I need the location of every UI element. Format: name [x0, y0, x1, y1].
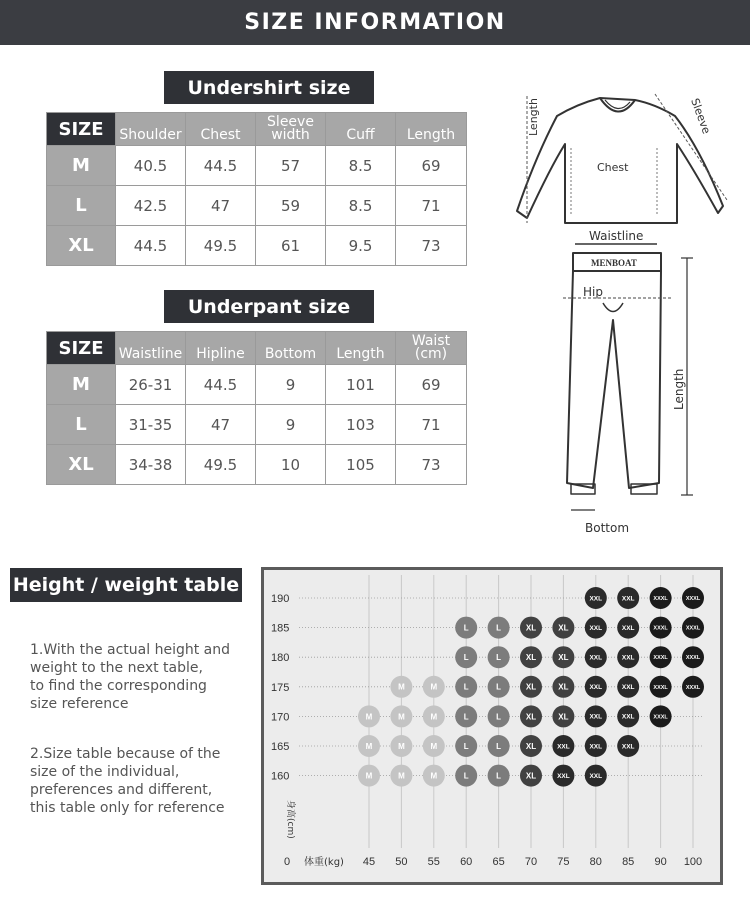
- size-marker-label: M: [430, 741, 438, 751]
- size-marker-xl: [520, 646, 542, 668]
- size-marker-label: XL: [558, 712, 569, 722]
- size-marker-m: [390, 735, 412, 757]
- size-marker-xxxl: [682, 646, 704, 668]
- size-marker-label: L: [496, 712, 502, 722]
- table-corner: SIZE: [47, 113, 116, 146]
- shirt-chest-label: Chest: [597, 161, 629, 174]
- size-marker-label: L: [496, 771, 502, 781]
- size-marker-label: L: [496, 623, 502, 633]
- x-axis-label: 体重(kg): [304, 857, 344, 868]
- size-marker-l: [455, 676, 477, 698]
- size-marker-label: M: [365, 741, 373, 751]
- size-marker-label: XXL: [621, 713, 635, 721]
- table-corner: SIZE: [47, 332, 116, 365]
- row-size-label: XL: [47, 445, 116, 485]
- size-marker-label: M: [430, 712, 438, 722]
- size-marker-xl: [552, 705, 574, 727]
- size-marker-label: XL: [558, 682, 569, 692]
- size-marker-label: M: [430, 682, 438, 692]
- size-marker-label: M: [398, 682, 405, 692]
- row-size-label: L: [47, 405, 116, 445]
- size-marker-label: L: [463, 712, 469, 722]
- table-cell: 69: [396, 365, 467, 405]
- table-cell: 26-31: [116, 365, 186, 405]
- table-cell: 47: [186, 405, 256, 445]
- table-cell: 73: [396, 445, 467, 485]
- height-weight-chart: [264, 570, 720, 882]
- size-marker-label: XL: [558, 623, 569, 633]
- table-row: [47, 405, 467, 445]
- y-tick-label: 165: [271, 741, 290, 753]
- size-marker-label: XXL: [621, 684, 635, 692]
- shirt-sleeve-label: Sleeve: [688, 96, 714, 136]
- row-size-label: L: [47, 186, 116, 226]
- table-row: [47, 146, 467, 186]
- x-tick-label: 65: [492, 856, 505, 868]
- size-marker-label: XXXL: [653, 714, 668, 721]
- table-cell: 105: [326, 445, 396, 485]
- size-marker-xl: [552, 676, 574, 698]
- size-marker-xxl: [585, 676, 607, 698]
- size-marker-label: XXL: [589, 684, 603, 692]
- size-marker-m: [423, 705, 445, 727]
- size-marker-l: [488, 617, 510, 639]
- size-marker-xl: [520, 765, 542, 787]
- size-marker-xxxl: [682, 587, 704, 609]
- size-marker-xl: [520, 705, 542, 727]
- column-header: Hipline: [186, 332, 256, 365]
- column-header: Bottom: [256, 332, 326, 365]
- size-marker-label: L: [463, 623, 469, 633]
- column-header: Length: [326, 332, 396, 365]
- size-marker-m: [390, 765, 412, 787]
- size-marker-label: XXL: [621, 743, 635, 751]
- x-tick-label: 80: [589, 856, 602, 868]
- y-tick-label: 190: [271, 593, 290, 605]
- size-marker-label: XL: [525, 741, 537, 751]
- size-marker-label: L: [496, 653, 502, 663]
- size-marker-label: XXXL: [653, 625, 668, 632]
- pant-waistline-label: Waistline: [589, 229, 644, 243]
- size-marker-xxl: [552, 765, 574, 787]
- y-tick-label: 180: [271, 652, 290, 665]
- table-cell: 61: [256, 226, 326, 266]
- table-cell: 101: [326, 365, 396, 405]
- note-1: 1.With the actual height and weight to the next table, to find the corresponding size reference: [30, 642, 230, 712]
- table-cell: 49.5: [186, 445, 256, 485]
- table-cell: 44.5: [186, 146, 256, 186]
- table-cell: 40.5: [116, 146, 186, 186]
- size-marker-label: L: [463, 682, 469, 692]
- size-marker-label: XL: [525, 682, 537, 692]
- size-marker-xl: [552, 646, 574, 668]
- size-marker-l: [455, 646, 477, 668]
- y-tick-label: 175: [271, 681, 290, 694]
- table-cell: 10: [256, 445, 326, 485]
- table-cell: 42.5: [116, 186, 186, 226]
- height-weight-title: Height / weight table: [10, 568, 242, 602]
- table-row: [47, 365, 467, 405]
- column-header: Shoulder: [116, 113, 186, 146]
- row-size-label: M: [47, 146, 116, 186]
- y-axis-label: 身高(cm): [285, 800, 295, 839]
- pant-hip-label: Hip: [583, 285, 603, 299]
- y-tick-label: 185: [271, 622, 290, 635]
- size-marker-label: XXXL: [685, 655, 701, 662]
- size-marker-label: XXL: [589, 595, 603, 603]
- size-marker-label: XXL: [589, 654, 603, 662]
- table-cell: 103: [326, 405, 396, 445]
- size-marker-label: XXXL: [653, 684, 668, 691]
- size-marker-xxl: [585, 646, 607, 668]
- size-marker-xxl: [617, 617, 639, 639]
- size-marker-label: XL: [525, 712, 537, 722]
- column-header: Length: [396, 113, 467, 146]
- size-marker-label: L: [463, 741, 469, 751]
- garment-diagram: [505, 88, 740, 543]
- size-marker-xxxl: [650, 617, 672, 639]
- page-title: SIZE INFORMATION: [244, 10, 506, 35]
- size-marker-m: [423, 765, 445, 787]
- size-marker-m: [390, 705, 412, 727]
- size-marker-label: XXL: [621, 595, 635, 603]
- size-marker-label: XL: [558, 653, 569, 663]
- pant-bottom-label: Bottom: [585, 521, 630, 535]
- table-cell: 44.5: [186, 365, 256, 405]
- size-marker-label: L: [463, 771, 469, 781]
- size-marker-m: [390, 676, 412, 698]
- size-marker-xl: [552, 617, 574, 639]
- size-marker-label: XXL: [621, 624, 635, 632]
- size-marker-m: [423, 735, 445, 757]
- size-marker-label: M: [398, 771, 405, 781]
- size-marker-label: XL: [525, 771, 537, 781]
- x-tick-label: 90: [654, 856, 667, 868]
- chart-size-markers: [358, 587, 704, 787]
- size-marker-m: [358, 705, 380, 727]
- table-cell: 71: [396, 405, 467, 445]
- size-marker-label: XXL: [589, 713, 603, 721]
- size-marker-xxl: [617, 587, 639, 609]
- size-marker-label: XXL: [589, 743, 603, 751]
- undershirt-size-table: [46, 112, 467, 266]
- size-marker-xxl: [585, 587, 607, 609]
- chart-axis-labels: [271, 593, 702, 868]
- size-marker-xxl: [617, 676, 639, 698]
- size-marker-xxl: [617, 646, 639, 668]
- x-tick-label: 100: [683, 856, 703, 868]
- size-marker-label: L: [496, 741, 502, 751]
- table-cell: 57: [256, 146, 326, 186]
- underpant-size-table: [46, 331, 467, 485]
- table-cell: 59: [256, 186, 326, 226]
- x-tick-label: 85: [622, 856, 635, 868]
- y-tick-label: 160: [271, 770, 290, 783]
- column-header: Waist (cm): [396, 332, 467, 365]
- pants-illustration: [567, 253, 661, 494]
- table-cell: 44.5: [116, 226, 186, 266]
- table-cell: 69: [396, 146, 467, 186]
- origin-label: 0: [284, 856, 291, 868]
- size-marker-label: XXL: [557, 743, 570, 751]
- size-marker-xxl: [585, 705, 607, 727]
- column-header: Chest: [186, 113, 256, 146]
- size-marker-label: M: [365, 712, 373, 722]
- size-marker-l: [455, 617, 477, 639]
- size-marker-xxxl: [650, 587, 672, 609]
- size-marker-xxxl: [650, 676, 672, 698]
- height-weight-chart-frame: [261, 567, 723, 885]
- table-row: [47, 445, 467, 485]
- page-header-banner: [0, 0, 750, 45]
- x-tick-label: 60: [460, 856, 473, 868]
- size-marker-label: XL: [525, 653, 537, 663]
- column-header: Sleeve width: [256, 113, 326, 146]
- size-marker-l: [488, 765, 510, 787]
- x-tick-label: 70: [524, 856, 538, 868]
- table-cell: 34-38: [116, 445, 186, 485]
- table-row: [47, 226, 467, 266]
- size-marker-label: XXL: [557, 772, 570, 780]
- size-marker-xxl: [617, 705, 639, 727]
- size-marker-xxl: [585, 735, 607, 757]
- y-tick-label: 170: [271, 711, 290, 724]
- size-marker-l: [488, 705, 510, 727]
- size-marker-label: XXL: [589, 624, 603, 632]
- size-marker-l: [455, 735, 477, 757]
- table-cell: 9.5: [326, 226, 396, 266]
- size-marker-l: [455, 705, 477, 727]
- column-header: Waistline: [116, 332, 186, 365]
- size-marker-xl: [520, 676, 542, 698]
- size-marker-label: XL: [525, 623, 537, 633]
- note-2: 2.Size table because of the size of the individual, preferences and different, this table only for reference: [30, 746, 225, 816]
- table-cell: 73: [396, 226, 467, 266]
- size-marker-xxl: [585, 765, 607, 787]
- pant-brand-label: MENBOAT: [591, 258, 637, 268]
- x-tick-label: 55: [427, 856, 440, 868]
- table-cell: 9: [256, 365, 326, 405]
- size-marker-label: M: [398, 712, 405, 722]
- table-cell: 8.5: [326, 146, 396, 186]
- size-marker-xxxl: [650, 705, 672, 727]
- size-marker-xxl: [617, 735, 639, 757]
- size-marker-label: XXL: [589, 772, 603, 780]
- x-tick-label: 75: [557, 856, 570, 868]
- pant-length-label: Length: [672, 368, 686, 410]
- table-cell: 8.5: [326, 186, 396, 226]
- x-tick-label: 45: [362, 856, 376, 868]
- size-marker-xl: [520, 617, 542, 639]
- size-marker-label: L: [496, 682, 502, 692]
- table-cell: 71: [396, 186, 467, 226]
- size-marker-m: [423, 676, 445, 698]
- x-tick-label: 50: [395, 856, 408, 868]
- size-marker-xxxl: [682, 676, 704, 698]
- size-marker-m: [358, 765, 380, 787]
- size-marker-xxl: [552, 735, 574, 757]
- size-marker-xxxl: [650, 646, 672, 668]
- size-marker-label: M: [365, 771, 373, 781]
- table-row: [47, 186, 467, 226]
- size-marker-m: [358, 735, 380, 757]
- undershirt-title: Undershirt size: [164, 71, 374, 104]
- size-marker-l: [488, 676, 510, 698]
- size-marker-label: XXXL: [653, 595, 668, 602]
- size-marker-label: M: [398, 741, 405, 751]
- size-marker-label: M: [430, 771, 438, 781]
- size-marker-label: L: [463, 653, 469, 663]
- size-marker-label: XXXL: [653, 655, 668, 662]
- underpant-title: Underpant size: [164, 290, 374, 323]
- size-marker-l: [455, 765, 477, 787]
- shirt-length-label: Length: [527, 98, 540, 136]
- table-cell: 47: [186, 186, 256, 226]
- size-marker-label: XXXL: [685, 625, 701, 632]
- size-marker-label: XXXL: [685, 595, 701, 602]
- size-marker-label: XXL: [621, 654, 635, 662]
- size-marker-xl: [520, 735, 542, 757]
- table-cell: 49.5: [186, 226, 256, 266]
- size-marker-l: [488, 735, 510, 757]
- row-size-label: XL: [47, 226, 116, 266]
- column-header: Cuff: [326, 113, 396, 146]
- table-cell: 31-35: [116, 405, 186, 445]
- row-size-label: M: [47, 365, 116, 405]
- size-marker-xxl: [585, 617, 607, 639]
- size-marker-label: XXXL: [685, 684, 701, 691]
- table-cell: 9: [256, 405, 326, 445]
- size-marker-l: [488, 646, 510, 668]
- size-marker-xxxl: [682, 617, 704, 639]
